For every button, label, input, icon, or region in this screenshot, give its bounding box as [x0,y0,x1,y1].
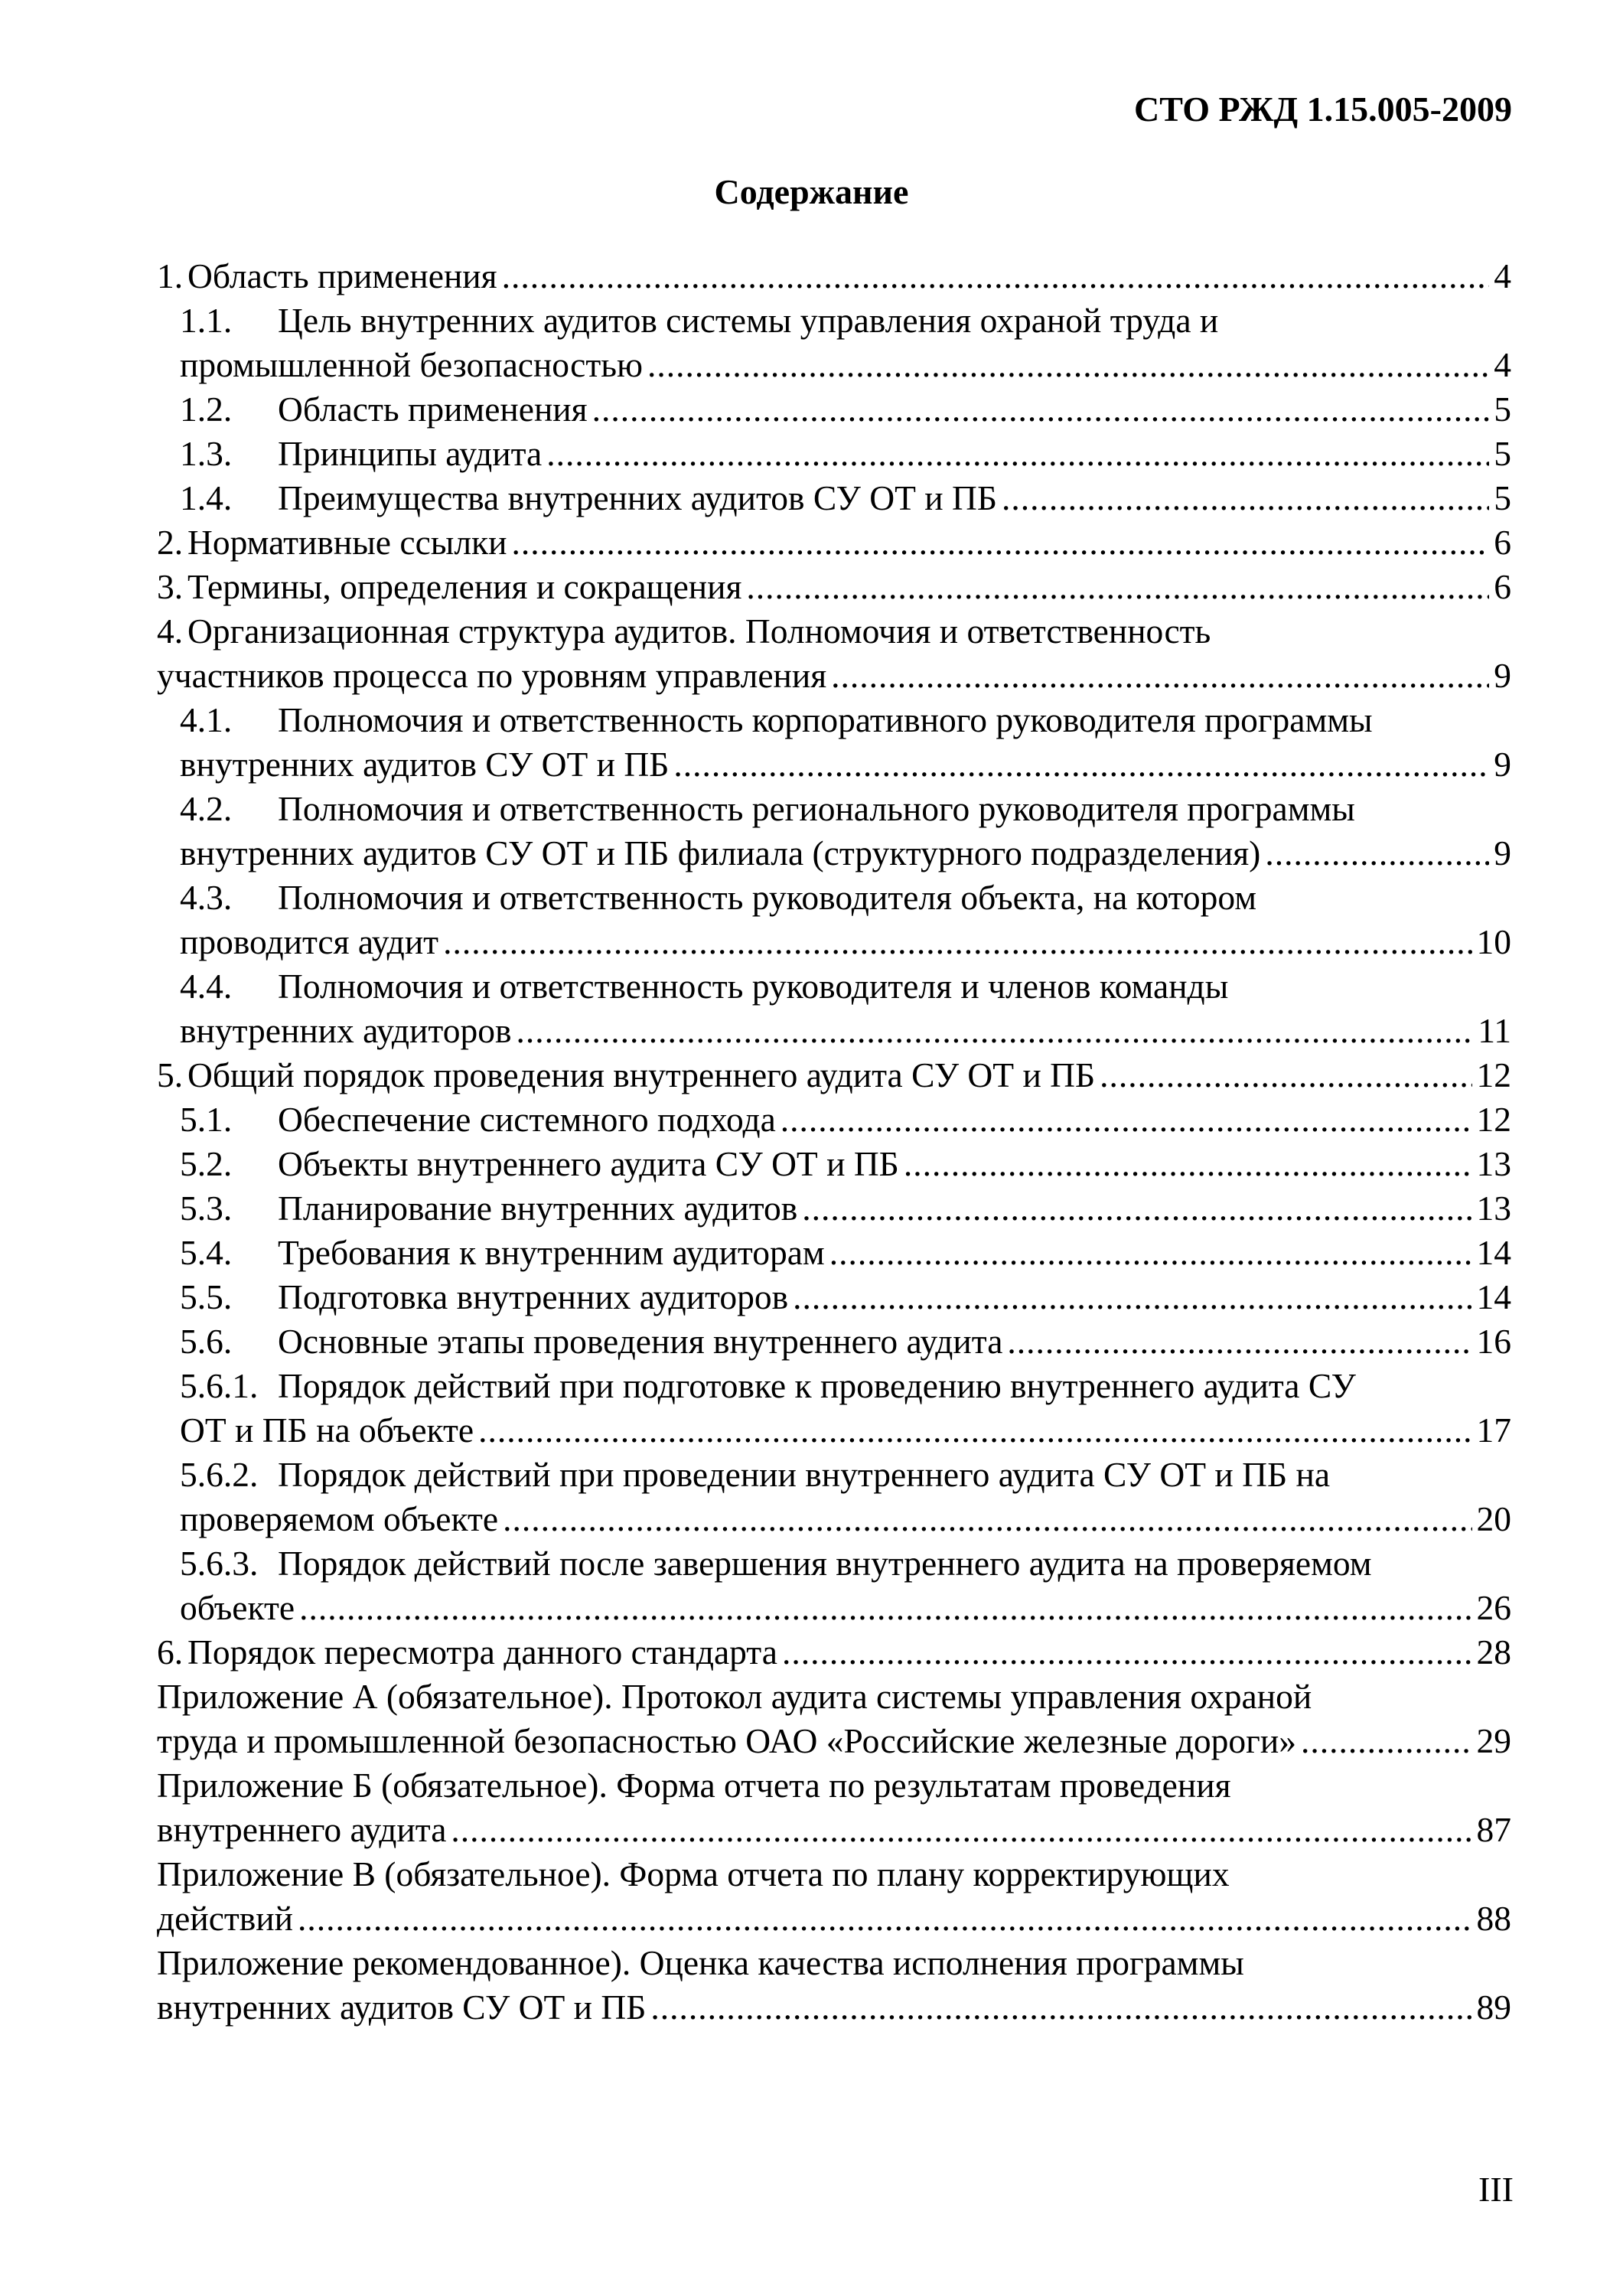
toc-entry-number: 4.2. [180,789,233,828]
toc-entry[interactable] [157,254,1511,298]
document-code: СТО РЖД 1.15.005-2009 [1133,90,1512,129]
toc-entry-number: 4.4. [180,967,233,1006]
toc-entry-title: действий [157,1899,293,1938]
toc-entry-number: 1.3. [180,434,233,473]
toc-entry-title: ОТ и ПБ на объекте [180,1411,474,1450]
toc-entry-number: 5.6.1. [180,1366,259,1405]
toc-entry[interactable] [157,1186,1511,1231]
toc-entry-number: 5.6.2. [180,1455,259,1494]
toc-entry[interactable] [157,476,1511,520]
toc-entry-number: 5.6.3. [180,1544,259,1583]
dot-leader [1100,1053,1471,1097]
page-number: III [1478,2170,1514,2209]
toc-entry[interactable] [157,964,1511,1053]
dot-leader [516,1009,1473,1053]
toc-entry-title: Приложение А (обязательное). Протокол аудита системы управления охраной [157,1677,1312,1716]
toc-entry-title: Подготовка внутренних аудиторов [278,1277,789,1316]
dot-leader [1002,476,1489,520]
dot-leader [1301,1719,1472,1763]
dot-leader [478,1408,1471,1453]
toc-entry-number: 3. [157,567,184,606]
toc-entry-page: 14 [1476,1277,1511,1316]
dot-leader [502,254,1490,298]
toc-entry-title: Преимущества внутренних аудитов СУ ОТ и ПБ [278,478,997,517]
toc-entry-page: 29 [1476,1721,1511,1760]
toc-title: Содержание [714,172,909,211]
dot-leader [546,432,1489,476]
toc-entry-number: 4.1. [180,700,233,739]
toc-entry-title: Принципы аудита [278,434,543,473]
dot-leader [673,742,1489,787]
toc-entry[interactable] [157,1852,1511,1941]
table-of-contents [157,254,1511,2030]
dot-leader [781,1097,1472,1142]
toc-entry-number: 1.2. [180,390,233,429]
toc-entry-page: 4 [1494,256,1511,295]
toc-entry-title: внутренних аудитов СУ ОТ и ПБ филиала (структурного подразделения) [180,833,1261,872]
dot-leader [782,1630,1472,1675]
toc-entry-page: 4 [1494,345,1511,384]
toc-entry-title: Организационная структура аудитов. Полномочия и ответственность [187,612,1211,651]
toc-entry-title: Приложение рекомендованное). Оценка качества исполнения программы [157,1943,1244,1982]
toc-entry-page: 14 [1476,1233,1511,1272]
toc-entry-number: 1. [157,256,184,295]
dot-leader [1265,831,1489,876]
dot-leader [451,1808,1471,1852]
toc-entry-title: Порядок пересмотра данного стандарта [187,1632,777,1671]
toc-entry-number: 1.1. [180,301,233,340]
toc-entry-number: 5.3. [180,1189,233,1228]
toc-entry-title: проверяемом объекте [180,1499,499,1538]
toc-entry-title: Порядок действий при проведении внутреннего аудита СУ ОТ и ПБ на [278,1455,1331,1494]
toc-entry-page: 88 [1476,1899,1511,1938]
toc-entry[interactable] [157,1231,1511,1275]
toc-entry-title: Полномочия и ответственность руководителя объекта, на котором [278,878,1257,917]
toc-entry[interactable] [157,1053,1511,1097]
dot-leader [831,654,1489,698]
toc-entry-title: внутренних аудитов СУ ОТ и ПБ [180,745,670,784]
toc-entry-page: 5 [1494,478,1511,517]
toc-entry-number: 1.4. [180,478,233,517]
toc-entry-title: Полномочия и ответственность руководителя и членов команды [278,967,1229,1006]
toc-entry-page: 6 [1494,567,1511,606]
toc-entry-page: 26 [1476,1588,1511,1627]
toc-entry-page: 11 [1478,1011,1511,1050]
toc-entry-page: 9 [1494,833,1511,872]
toc-entry-title: Полномочия и ответственность корпоративного руководителя программы [278,700,1373,739]
toc-entry-page: 17 [1476,1411,1511,1450]
toc-entry-page: 28 [1476,1632,1511,1671]
toc-entry[interactable] [157,1097,1511,1142]
toc-entry[interactable] [157,565,1511,609]
toc-entry-number: 5.4. [180,1233,233,1272]
toc-entry-title: Термины, определения и сокращения [187,567,742,606]
toc-entry[interactable] [157,1275,1511,1319]
toc-entry-page: 12 [1476,1100,1511,1139]
toc-entry[interactable] [157,1541,1511,1630]
toc-entry-title: труда и промышленной безопасностью ОАО «Российские железные дороги» [157,1721,1296,1760]
dot-leader [503,1497,1471,1541]
dot-leader [904,1142,1472,1186]
toc-entry-number: 5.2. [180,1144,233,1183]
toc-entry-title: Нормативные ссылки [187,523,507,562]
toc-entry-page: 89 [1476,1988,1511,2027]
toc-entry-page: 12 [1476,1055,1511,1094]
toc-entry-page: 6 [1494,523,1511,562]
toc-entry-page: 87 [1476,1810,1511,1849]
toc-entry-title: Требования к внутренним аудиторам [278,1233,825,1272]
toc-entry-title: внутренних аудиторов [180,1011,512,1050]
dot-leader [512,520,1490,565]
toc-entry[interactable] [157,698,1511,787]
toc-entry-number: 5.5. [180,1277,233,1316]
toc-entry[interactable] [157,609,1511,698]
toc-entry-title: Планирование внутренних аудитов [278,1189,798,1228]
toc-entry-page: 5 [1494,434,1511,473]
toc-entry[interactable] [157,298,1511,387]
toc-entry-page: 9 [1494,656,1511,695]
toc-entry[interactable] [157,387,1511,432]
dot-leader [793,1275,1471,1319]
toc-entry-number: 5.1. [180,1100,233,1139]
toc-entry[interactable] [157,787,1511,876]
dot-leader [647,343,1489,387]
toc-entry-title: промышленной безопасностью [180,345,644,384]
toc-entry-title: Приложение В (обязательное). Форма отчета по плану корректирующих [157,1854,1230,1893]
toc-entry-title: Порядок действий после завершения внутреннего аудита на проверяемом [278,1544,1372,1583]
toc-entry[interactable] [157,432,1511,476]
toc-entry-number: 5. [157,1055,184,1094]
toc-entry-page: 10 [1476,922,1511,961]
dot-leader [443,920,1471,964]
toc-entry-number: 5.6. [180,1322,233,1361]
toc-entry-page: 5 [1494,390,1511,429]
toc-entry[interactable] [157,1364,1511,1453]
toc-entry-number: 4.3. [180,878,233,917]
toc-entry-title: Область применения [187,256,497,295]
toc-entry-page: 16 [1476,1322,1511,1361]
toc-entry[interactable] [157,1941,1511,2030]
toc-entry-number: 6. [157,1632,184,1671]
toc-entry-title: Цель внутренних аудитов системы управления охраной труда и [278,301,1219,340]
toc-entry-title: проводится аудит [180,922,439,961]
dot-leader [802,1186,1471,1231]
toc-entry-title: Приложение Б (обязательное). Форма отчета по результатам проведения [157,1766,1231,1805]
dot-leader [1007,1319,1471,1364]
toc-entry-title: внутреннего аудита [157,1810,447,1849]
dot-leader [592,387,1490,432]
dot-leader [298,1896,1472,1941]
toc-entry-page: 9 [1494,745,1511,784]
dot-leader [829,1231,1472,1275]
toc-entry-number: 2. [157,523,184,562]
toc-entry[interactable] [157,876,1511,964]
toc-entry[interactable] [157,1630,1511,1675]
toc-entry[interactable] [157,520,1511,565]
toc-entry-title: Общий порядок проведения внутреннего аудита СУ ОТ и ПБ [187,1055,1096,1094]
toc-entry-title: Основные этапы проведения внутреннего аудита [278,1322,1003,1361]
toc-entry-page: 13 [1476,1144,1511,1183]
toc-entry[interactable] [157,1675,1511,1763]
toc-entry-page: 20 [1476,1499,1511,1538]
dot-leader [650,1985,1471,2030]
toc-entry-title: участников процесса по уровням управления [157,656,827,695]
toc-entry[interactable] [157,1319,1511,1364]
dot-leader [299,1586,1471,1630]
toc-entry-title: Объекты внутреннего аудита СУ ОТ и ПБ [278,1144,899,1183]
dot-leader [746,565,1489,609]
toc-entry-title: Обеспечение системного подхода [278,1100,776,1139]
toc-entry[interactable] [157,1453,1511,1541]
toc-entry[interactable] [157,1142,1511,1186]
toc-entry-title: Порядок действий при подготовке к проведению внутреннего аудита СУ [278,1366,1356,1405]
toc-entry-title: Полномочия и ответственность регионального руководителя программы [278,789,1355,828]
toc-entry-title: внутренних аудитов СУ ОТ и ПБ [157,1988,647,2027]
toc-entry-title: Область применения [278,390,588,429]
toc-entry-number: 4. [157,612,184,651]
toc-entry[interactable] [157,1763,1511,1852]
toc-entry-page: 13 [1476,1189,1511,1228]
toc-entry-title: объекте [180,1588,295,1627]
